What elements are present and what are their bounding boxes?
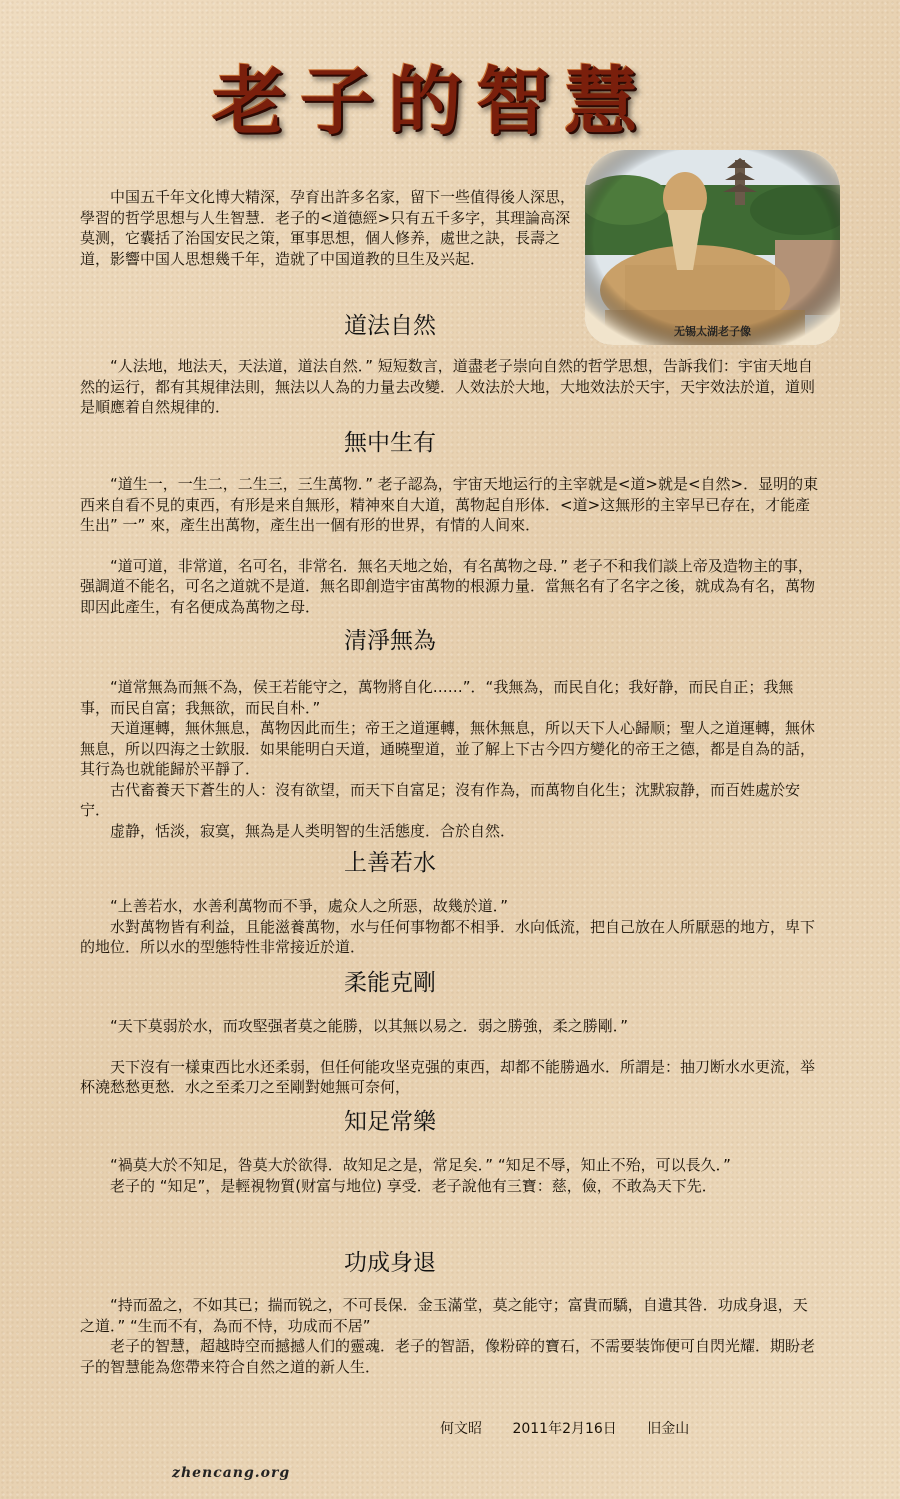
paragraph: 老子的智慧，超越時空而撼撼人们的靈魂．老子的智語，像粉碎的寶石，不需要装饰便可自閃光耀．期盼老子的智慧能為您帶来符合自然之道的新人生．: [80, 1337, 816, 1376]
paragraph: “上善若水，水善利萬物而不爭，處众人之所惡，故幾於道．”: [110, 897, 509, 915]
section-heading: 無中生有: [344, 430, 436, 456]
paragraph: 天下沒有一樣東西比水还柔弱，但任何能攻坚克强的東西，却都不能勝過水．所謂是：抽刀断水水更流，举杯澆愁愁更愁．水之至柔刀之至剛對她無可奈何，: [80, 1057, 816, 1096]
signature-date: 2011年2月16日: [512, 1421, 617, 1437]
paragraph: 老子的 “知足”，是輕視物質(财富与地位) 享受．老子說他有三寶：慈，儉，不敢為天下先．: [110, 1176, 717, 1195]
section-heading: 清淨無為: [344, 628, 436, 654]
signature-line: [440, 1418, 715, 1438]
section-heading: 功成身退: [344, 1250, 436, 1276]
paragraph: “道常無為而無不為，侯王若能守之，萬物將自化……”．“我無為，而民自化；我好静，而民自正；我無事，而民自富；我無欲，而民自朴．”: [80, 678, 794, 717]
paragraph: 古代畜養天下蒼生的人：沒有欲望，而天下自富足；沒有作為，而萬物自化生；沈默寂静，而百姓處於安宁．: [80, 780, 801, 819]
page-title: 老子的智慧: [212, 59, 652, 145]
section-heading: 上善若水: [344, 850, 436, 876]
paragraph: “道可道，非常道，名可名，非常名．無名天地之始，有名萬物之母．” 老子不和我们談上帝及造物主的事，强調道不能名，可名之道就不是道．無名即創造宇宙萬物的根源力量．當無名有了名字之後，就成為有名，萬物即因此產生，有名便成為萬物之母．: [80, 556, 816, 616]
paragraph: “禍莫大於不知足，咎莫大於欲得．故知足之是，常足矣．” “知足不辱，知止不殆，可以長久．”: [110, 1156, 731, 1174]
section-body: [80, 1295, 822, 1377]
paragraph: 水對萬物皆有利益，且能滋養萬物，水与任何事物都不相爭．水向低流，把自己放在人所厭惡的地方，卑下的地位．所以水的型態特性非常接近於道．: [80, 917, 816, 956]
section-body: [80, 896, 822, 958]
photo-caption: 无锡太湖老子像: [674, 325, 751, 338]
section-body: [80, 474, 822, 617]
paragraph: “人法地，地法天，天法道，道法自然．” 短短数言，道盡老子崇向自然的哲学思想，告訴我们：宇宙天地自然的运行，都有其規律法則，無法以人為的力量去改變．人效法於大地，大地效法於天宇，天宇效法於道，道则是順應着自然規律的．: [80, 357, 816, 416]
section-heading: 道法自然: [344, 313, 436, 339]
section-body: [80, 1016, 822, 1098]
section-body: [80, 677, 822, 841]
author-name: 何文昭: [440, 1421, 482, 1437]
section-heading: 知足常樂: [344, 1109, 436, 1135]
section-body: [80, 1155, 822, 1196]
section-body: [80, 356, 822, 418]
section-heading: 柔能克剛: [344, 970, 436, 996]
paragraph: “道生一，一生二，二生三，三生萬物．” 老子認為，宇宙天地运行的主宰就是<道>就是<自然>．显明的東西来自看不見的東西，有形是来自無形，精神來自大道，萬物起自形体．<道>这無形的主宰早已存在，才能產生出” 一” 來，產生出萬物，產生出一個有形的世界，有情的人间來．: [80, 475, 819, 534]
paragraph: “持而盈之，不如其已；揣而锐之，不可長保．金玉滿堂，莫之能守；富貴而驕，自遺其咎．功成身退，天之道．” “生而不有，為而不恃，功成而不居”: [80, 1296, 808, 1335]
signature-place: 旧金山: [647, 1421, 690, 1437]
paragraph: 天道運轉，無休無息，萬物因此而生；帝王之道運轉，無休無息，所以天下人心歸顺；聖人之道運轉，無休無息，所以四海之士欽服．如果能明白天道，通曉聖道，並了解上下古今四方變化的帝王之德，都是自為的話，其行為也就能歸於平靜了．: [80, 719, 816, 778]
paragraph: 虚静，恬淡，寂寞，無為是人类明智的生活態度．合於自然．: [110, 821, 516, 840]
site-watermark: zhencang.org: [172, 1465, 291, 1481]
intro-paragraph: 中国五千年文化博大精深，孕育出許多名家，留下一些值得後人深思，學習的哲学思想与人生智慧．老子的<道德經>只有五千多字，其理論高深莫测，它囊括了治国安民之策，軍事思想，個人修养，處世之訣，長壽之道，影響中国人思想幾千年，造就了中国道教的旦生及兴起．: [80, 188, 576, 268]
paragraph: “天下莫弱於水，而攻堅强者莫之能勝，以其無以易之．弱之勝強，柔之勝剛．”: [110, 1017, 629, 1035]
